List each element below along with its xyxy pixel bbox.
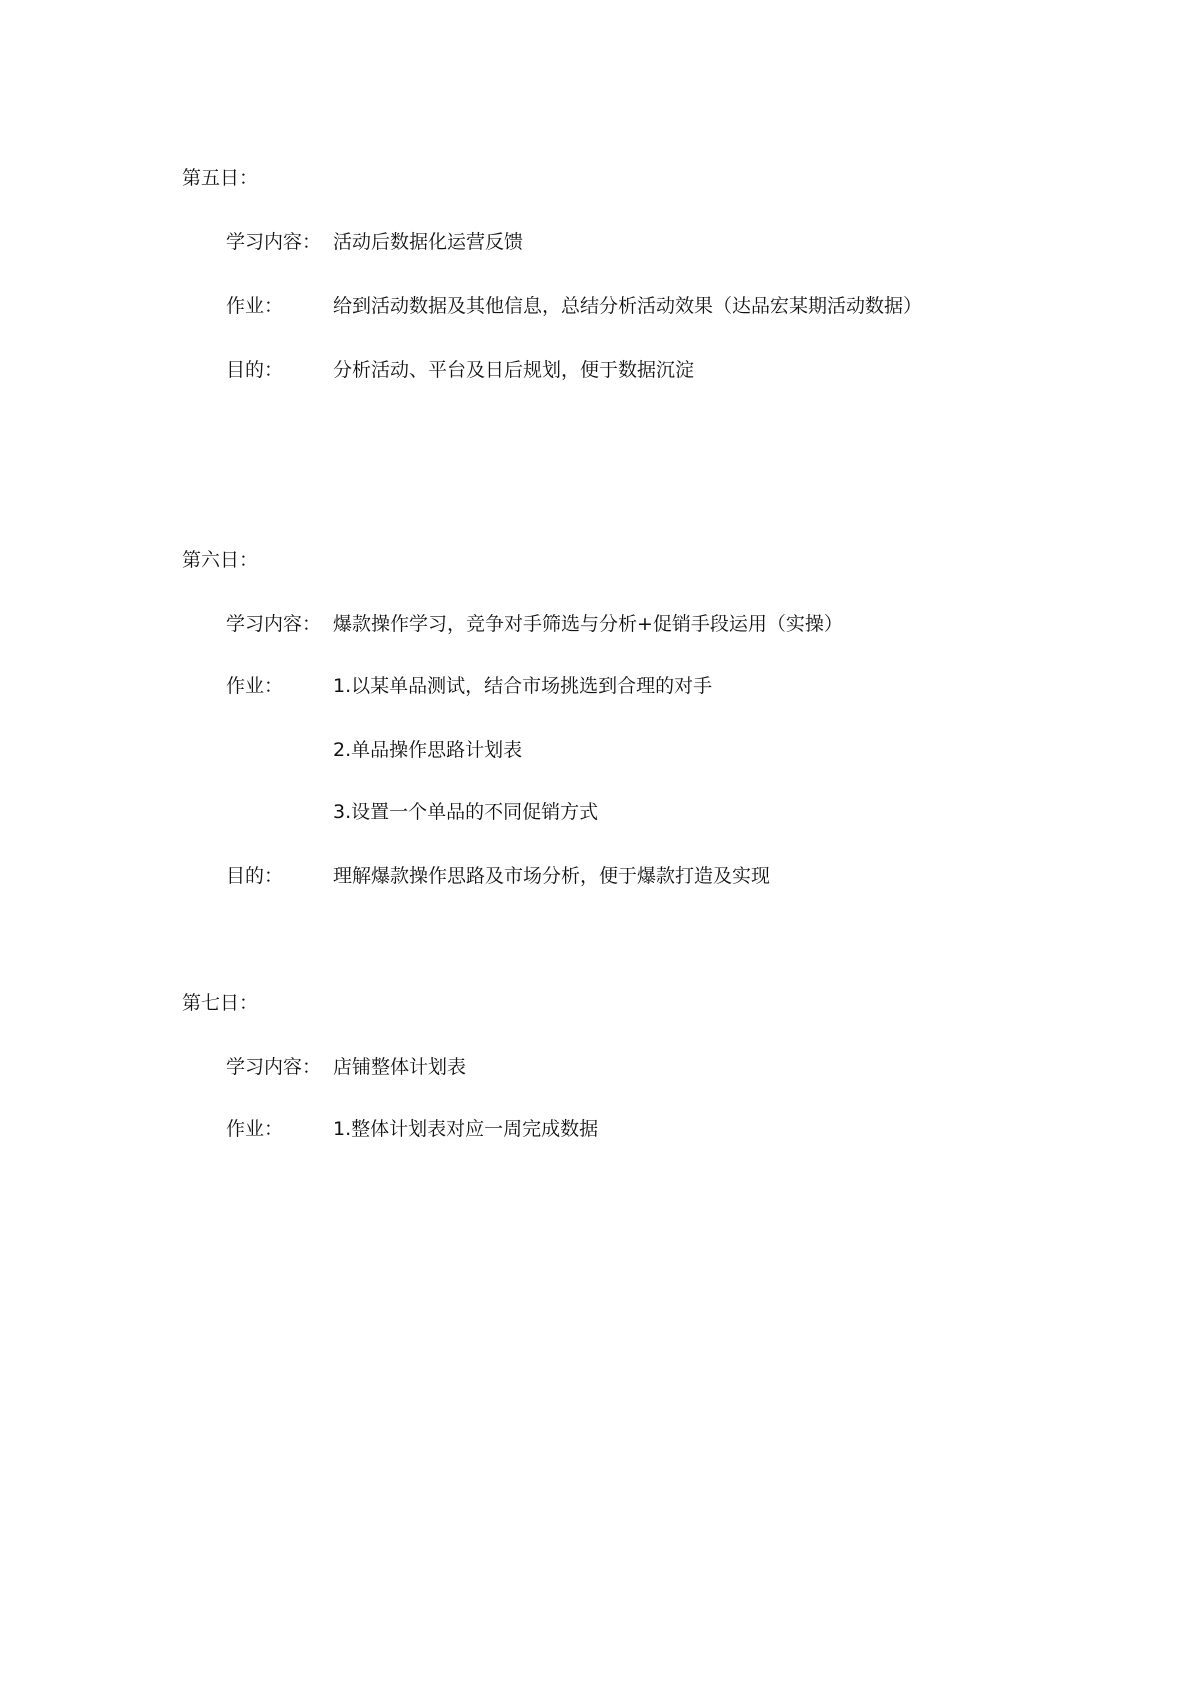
day-7-content-label: 学习内容： (226, 1056, 322, 1078)
day-6-content-label: 学习内容： (226, 613, 322, 635)
day-6-title: 第六日： (182, 549, 259, 571)
day-6-purpose-label: 目的： (226, 865, 284, 887)
day-5-homework-1: 给到活动数据及其他信息，总结分析活动效果（达品宏某期活动数据） (333, 295, 923, 317)
day-6-homework-3: 3.设置一个单品的不同促销方式 (333, 801, 599, 823)
day-7-title: 第七日： (182, 992, 259, 1014)
day-5-homework-label: 作业： (226, 295, 284, 317)
day-6-homework-label: 作业： (226, 675, 284, 697)
day-5-purpose-label: 目的： (226, 359, 284, 381)
day-6-homework-2: 2.单品操作思路计划表 (333, 739, 523, 761)
day-7-content: 店铺整体计划表 (333, 1056, 467, 1078)
day-7-homework-label: 作业： (226, 1118, 284, 1140)
day-7-homework-1: 1.整体计划表对应一周完成数据 (333, 1118, 599, 1140)
day-6-purpose: 理解爆款操作思路及市场分析，便于爆款打造及实现 (333, 865, 771, 887)
day-5-content: 活动后数据化运营反馈 (333, 231, 524, 253)
day-6-content: 爆款操作学习，竞争对手筛选与分析+促销手段运用（实操） (333, 613, 843, 635)
day-6-homework-1: 1.以某单品测试，结合市场挑选到合理的对手 (333, 675, 713, 697)
day-5-title: 第五日： (182, 167, 259, 189)
day-5-purpose: 分析活动、平台及日后规划，便于数据沉淀 (333, 359, 695, 381)
day-5-content-label: 学习内容： (226, 231, 322, 253)
